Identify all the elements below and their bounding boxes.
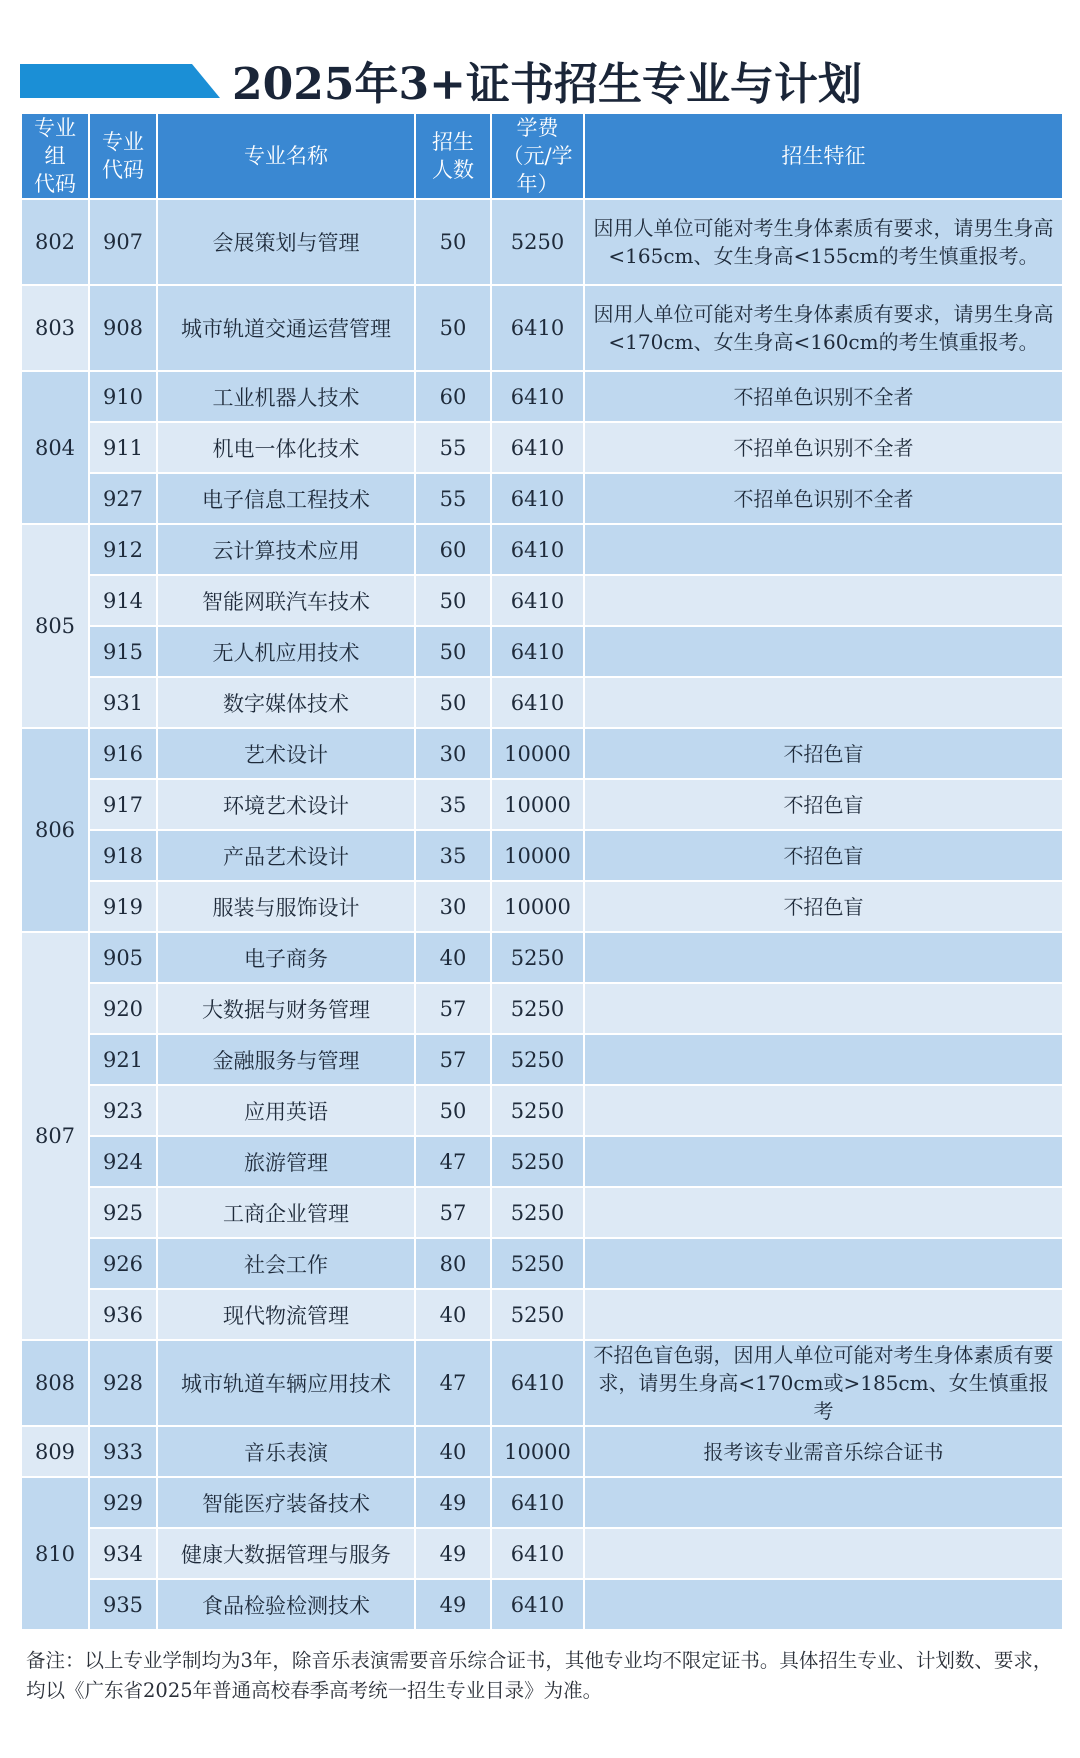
enroll-count-cell: 50 [415,285,491,371]
major-code-cell: 929 [89,1477,157,1528]
major-code-cell: 908 [89,285,157,371]
major-name-cell: 大数据与财务管理 [157,983,415,1034]
tuition-fee-cell: 6410 [491,473,584,524]
enroll-count-cell: 50 [415,575,491,626]
enroll-count-cell: 60 [415,371,491,422]
header-label-line: （元/学 [502,144,573,168]
group-code-cell: 810 [21,1477,89,1630]
major-name-cell: 环境艺术设计 [157,779,415,830]
header-label-line: 学费 [516,116,559,140]
major-name-cell: 电子信息工程技术 [157,473,415,524]
major-name-cell: 应用英语 [157,1085,415,1136]
major-code-cell: 921 [89,1034,157,1085]
enroll-count-cell: 49 [415,1579,491,1630]
major-name-cell: 现代物流管理 [157,1289,415,1340]
table-row [21,830,1063,881]
enroll-count-cell: 50 [415,677,491,728]
table-row [21,524,1063,575]
major-code-cell: 919 [89,881,157,932]
major-name-cell: 城市轨道车辆应用技术 [157,1340,415,1426]
tuition-fee-cell: 5250 [491,983,584,1034]
header-label-line: 代码 [34,172,76,196]
major-code-cell: 916 [89,728,157,779]
major-name-cell: 智能医疗装备技术 [157,1477,415,1528]
major-code-cell: 928 [89,1340,157,1426]
group-code-cell: 809 [21,1426,89,1477]
tuition-fee-cell: 5250 [491,1187,584,1238]
enroll-count-cell: 30 [415,881,491,932]
features-cell: 因用人单位可能对考生身体素质有要求，请男生身高<170cm、女生身高<160cm的考生慎重报考。 [584,285,1063,371]
header-count [415,113,491,199]
features-cell [584,1579,1063,1630]
enrollment-plan-table [20,112,1064,1631]
major-name-cell: 电子商务 [157,932,415,983]
tuition-fee-cell: 6410 [491,371,584,422]
major-code-cell: 917 [89,779,157,830]
tuition-fee-cell: 10000 [491,1426,584,1477]
header-label-line: 人数 [432,158,474,182]
features-cell [584,524,1063,575]
enroll-count-cell: 50 [415,626,491,677]
features-cell [584,1085,1063,1136]
title-accent-bar [20,64,220,98]
features-cell [584,1034,1063,1085]
features-cell: 报考该专业需音乐综合证书 [584,1426,1063,1477]
enroll-count-cell: 57 [415,983,491,1034]
enroll-count-cell: 40 [415,1289,491,1340]
header-label-line: 代码 [102,158,144,182]
major-code-cell: 935 [89,1579,157,1630]
major-name-cell: 旅游管理 [157,1136,415,1187]
table-row [21,1477,1063,1528]
table-row [21,1085,1063,1136]
table-row [21,626,1063,677]
table-row [21,1340,1063,1426]
header-label-line: 专业 [102,130,144,154]
features-cell: 因用人单位可能对考生身体素质有要求，请男生身高<165cm、女生身高<155cm的考生慎重报考。 [584,199,1063,285]
features-cell [584,575,1063,626]
table-row [21,983,1063,1034]
major-code-cell: 925 [89,1187,157,1238]
tuition-fee-cell: 10000 [491,881,584,932]
table-row [21,728,1063,779]
group-code-cell: 805 [21,524,89,728]
major-name-cell: 食品检验检测技术 [157,1579,415,1630]
enroll-count-cell: 30 [415,728,491,779]
table-row [21,371,1063,422]
tuition-fee-cell: 5250 [491,932,584,983]
tuition-fee-cell: 6410 [491,1477,584,1528]
major-code-cell: 923 [89,1085,157,1136]
features-cell: 不招单色识别不全者 [584,473,1063,524]
features-cell: 不招单色识别不全者 [584,371,1063,422]
table-row [21,1426,1063,1477]
major-code-cell: 926 [89,1238,157,1289]
major-code-cell: 914 [89,575,157,626]
major-name-cell: 健康大数据管理与服务 [157,1528,415,1579]
major-name-cell: 工业机器人技术 [157,371,415,422]
header-label-line: 招生 [432,130,474,154]
enroll-count-cell: 57 [415,1034,491,1085]
footnote: 备注：以上专业学制均为3年，除音乐表演需要音乐综合证书，其他专业均不限定证书。具体招生专业、计划数、要求，均以《广东省2025年普通高校春季高考统一招生专业目录》为准。 [26,1649,1053,1702]
enroll-count-cell: 80 [415,1238,491,1289]
major-name-cell: 金融服务与管理 [157,1034,415,1085]
group-code-cell: 807 [21,932,89,1340]
page-title: 2025年3+证书招生专业与计划 [232,59,862,110]
table-row [21,422,1063,473]
major-code-cell: 910 [89,371,157,422]
table-header-row [21,113,1063,199]
features-cell [584,1477,1063,1528]
tuition-fee-cell: 10000 [491,779,584,830]
features-cell [584,626,1063,677]
features-cell [584,983,1063,1034]
features-cell: 不招色盲 [584,830,1063,881]
tuition-fee-cell: 6410 [491,422,584,473]
header-label-line: 年） [516,172,559,196]
table-row [21,285,1063,371]
tuition-fee-cell: 5250 [491,1034,584,1085]
header-major-code [89,113,157,199]
tuition-fee-cell: 5250 [491,1289,584,1340]
table-row [21,1187,1063,1238]
group-code-cell: 802 [21,199,89,285]
major-code-cell: 920 [89,983,157,1034]
major-code-cell: 918 [89,830,157,881]
enroll-count-cell: 40 [415,932,491,983]
tuition-fee-cell: 5250 [491,1085,584,1136]
major-name-cell: 艺术设计 [157,728,415,779]
features-cell: 不招单色识别不全者 [584,422,1063,473]
major-code-cell: 911 [89,422,157,473]
table-row [21,1289,1063,1340]
table-row [21,932,1063,983]
major-code-cell: 912 [89,524,157,575]
header-major-name [157,113,415,199]
major-name-cell: 智能网联汽车技术 [157,575,415,626]
major-code-cell: 927 [89,473,157,524]
features-cell: 不招色盲 [584,779,1063,830]
major-code-cell: 915 [89,626,157,677]
features-cell: 不招色盲色弱，因用人单位可能对考生身体素质有要求，请男生身高<170cm或>185cm、女生慎重报考 [584,1340,1063,1426]
enroll-count-cell: 47 [415,1136,491,1187]
tuition-fee-cell: 6410 [491,1528,584,1579]
major-code-cell: 931 [89,677,157,728]
tuition-fee-cell: 5250 [491,1238,584,1289]
tuition-fee-cell: 6410 [491,285,584,371]
enroll-count-cell: 57 [415,1187,491,1238]
table-body [21,199,1063,1630]
major-name-cell: 产品艺术设计 [157,830,415,881]
features-cell: 不招色盲 [584,728,1063,779]
header-label-line: 招生特征 [781,144,866,168]
group-code-cell: 808 [21,1340,89,1426]
tuition-fee-cell: 6410 [491,524,584,575]
major-code-cell: 936 [89,1289,157,1340]
header-features [584,113,1063,199]
header-label-line: 专业组 [34,116,76,168]
major-name-cell: 云计算技术应用 [157,524,415,575]
tuition-fee-cell: 6410 [491,677,584,728]
features-cell [584,1238,1063,1289]
header-fee [491,113,584,199]
enroll-count-cell: 60 [415,524,491,575]
features-cell [584,932,1063,983]
enroll-count-cell: 49 [415,1477,491,1528]
group-code-cell: 806 [21,728,89,932]
table-row [21,1579,1063,1630]
tuition-fee-cell: 6410 [491,1340,584,1426]
tuition-fee-cell: 6410 [491,626,584,677]
major-code-cell: 933 [89,1426,157,1477]
major-name-cell: 音乐表演 [157,1426,415,1477]
tuition-fee-cell: 5250 [491,199,584,285]
major-name-cell: 会展策划与管理 [157,199,415,285]
features-cell [584,1136,1063,1187]
group-code-cell: 803 [21,285,89,371]
table-row [21,473,1063,524]
enroll-count-cell: 40 [415,1426,491,1477]
features-cell [584,677,1063,728]
table-row [21,1034,1063,1085]
tuition-fee-cell: 10000 [491,830,584,881]
major-code-cell: 924 [89,1136,157,1187]
header-label-line: 专业名称 [244,144,328,168]
enroll-count-cell: 35 [415,830,491,881]
features-cell [584,1289,1063,1340]
table-row [21,779,1063,830]
major-name-cell: 无人机应用技术 [157,626,415,677]
features-cell [584,1187,1063,1238]
major-name-cell: 社会工作 [157,1238,415,1289]
major-code-cell: 934 [89,1528,157,1579]
major-name-cell: 机电一体化技术 [157,422,415,473]
group-code-cell: 804 [21,371,89,524]
enroll-count-cell: 50 [415,199,491,285]
enroll-count-cell: 55 [415,473,491,524]
header-group-code [21,113,89,199]
tuition-fee-cell: 10000 [491,728,584,779]
table-row [21,575,1063,626]
major-name-cell: 服装与服饰设计 [157,881,415,932]
table-row [21,1136,1063,1187]
table-row [21,881,1063,932]
major-name-cell: 工商企业管理 [157,1187,415,1238]
tuition-fee-cell: 5250 [491,1136,584,1187]
features-cell [584,1528,1063,1579]
major-name-cell: 城市轨道交通运营管理 [157,285,415,371]
enroll-count-cell: 50 [415,1085,491,1136]
major-name-cell: 数字媒体技术 [157,677,415,728]
table-row [21,199,1063,285]
enroll-count-cell: 47 [415,1340,491,1426]
enroll-count-cell: 35 [415,779,491,830]
features-cell: 不招色盲 [584,881,1063,932]
tuition-fee-cell: 6410 [491,1579,584,1630]
enroll-count-cell: 49 [415,1528,491,1579]
table-row [21,677,1063,728]
tuition-fee-cell: 6410 [491,575,584,626]
table-row [21,1528,1063,1579]
enroll-count-cell: 55 [415,422,491,473]
table-row [21,1238,1063,1289]
major-code-cell: 905 [89,932,157,983]
major-code-cell: 907 [89,199,157,285]
